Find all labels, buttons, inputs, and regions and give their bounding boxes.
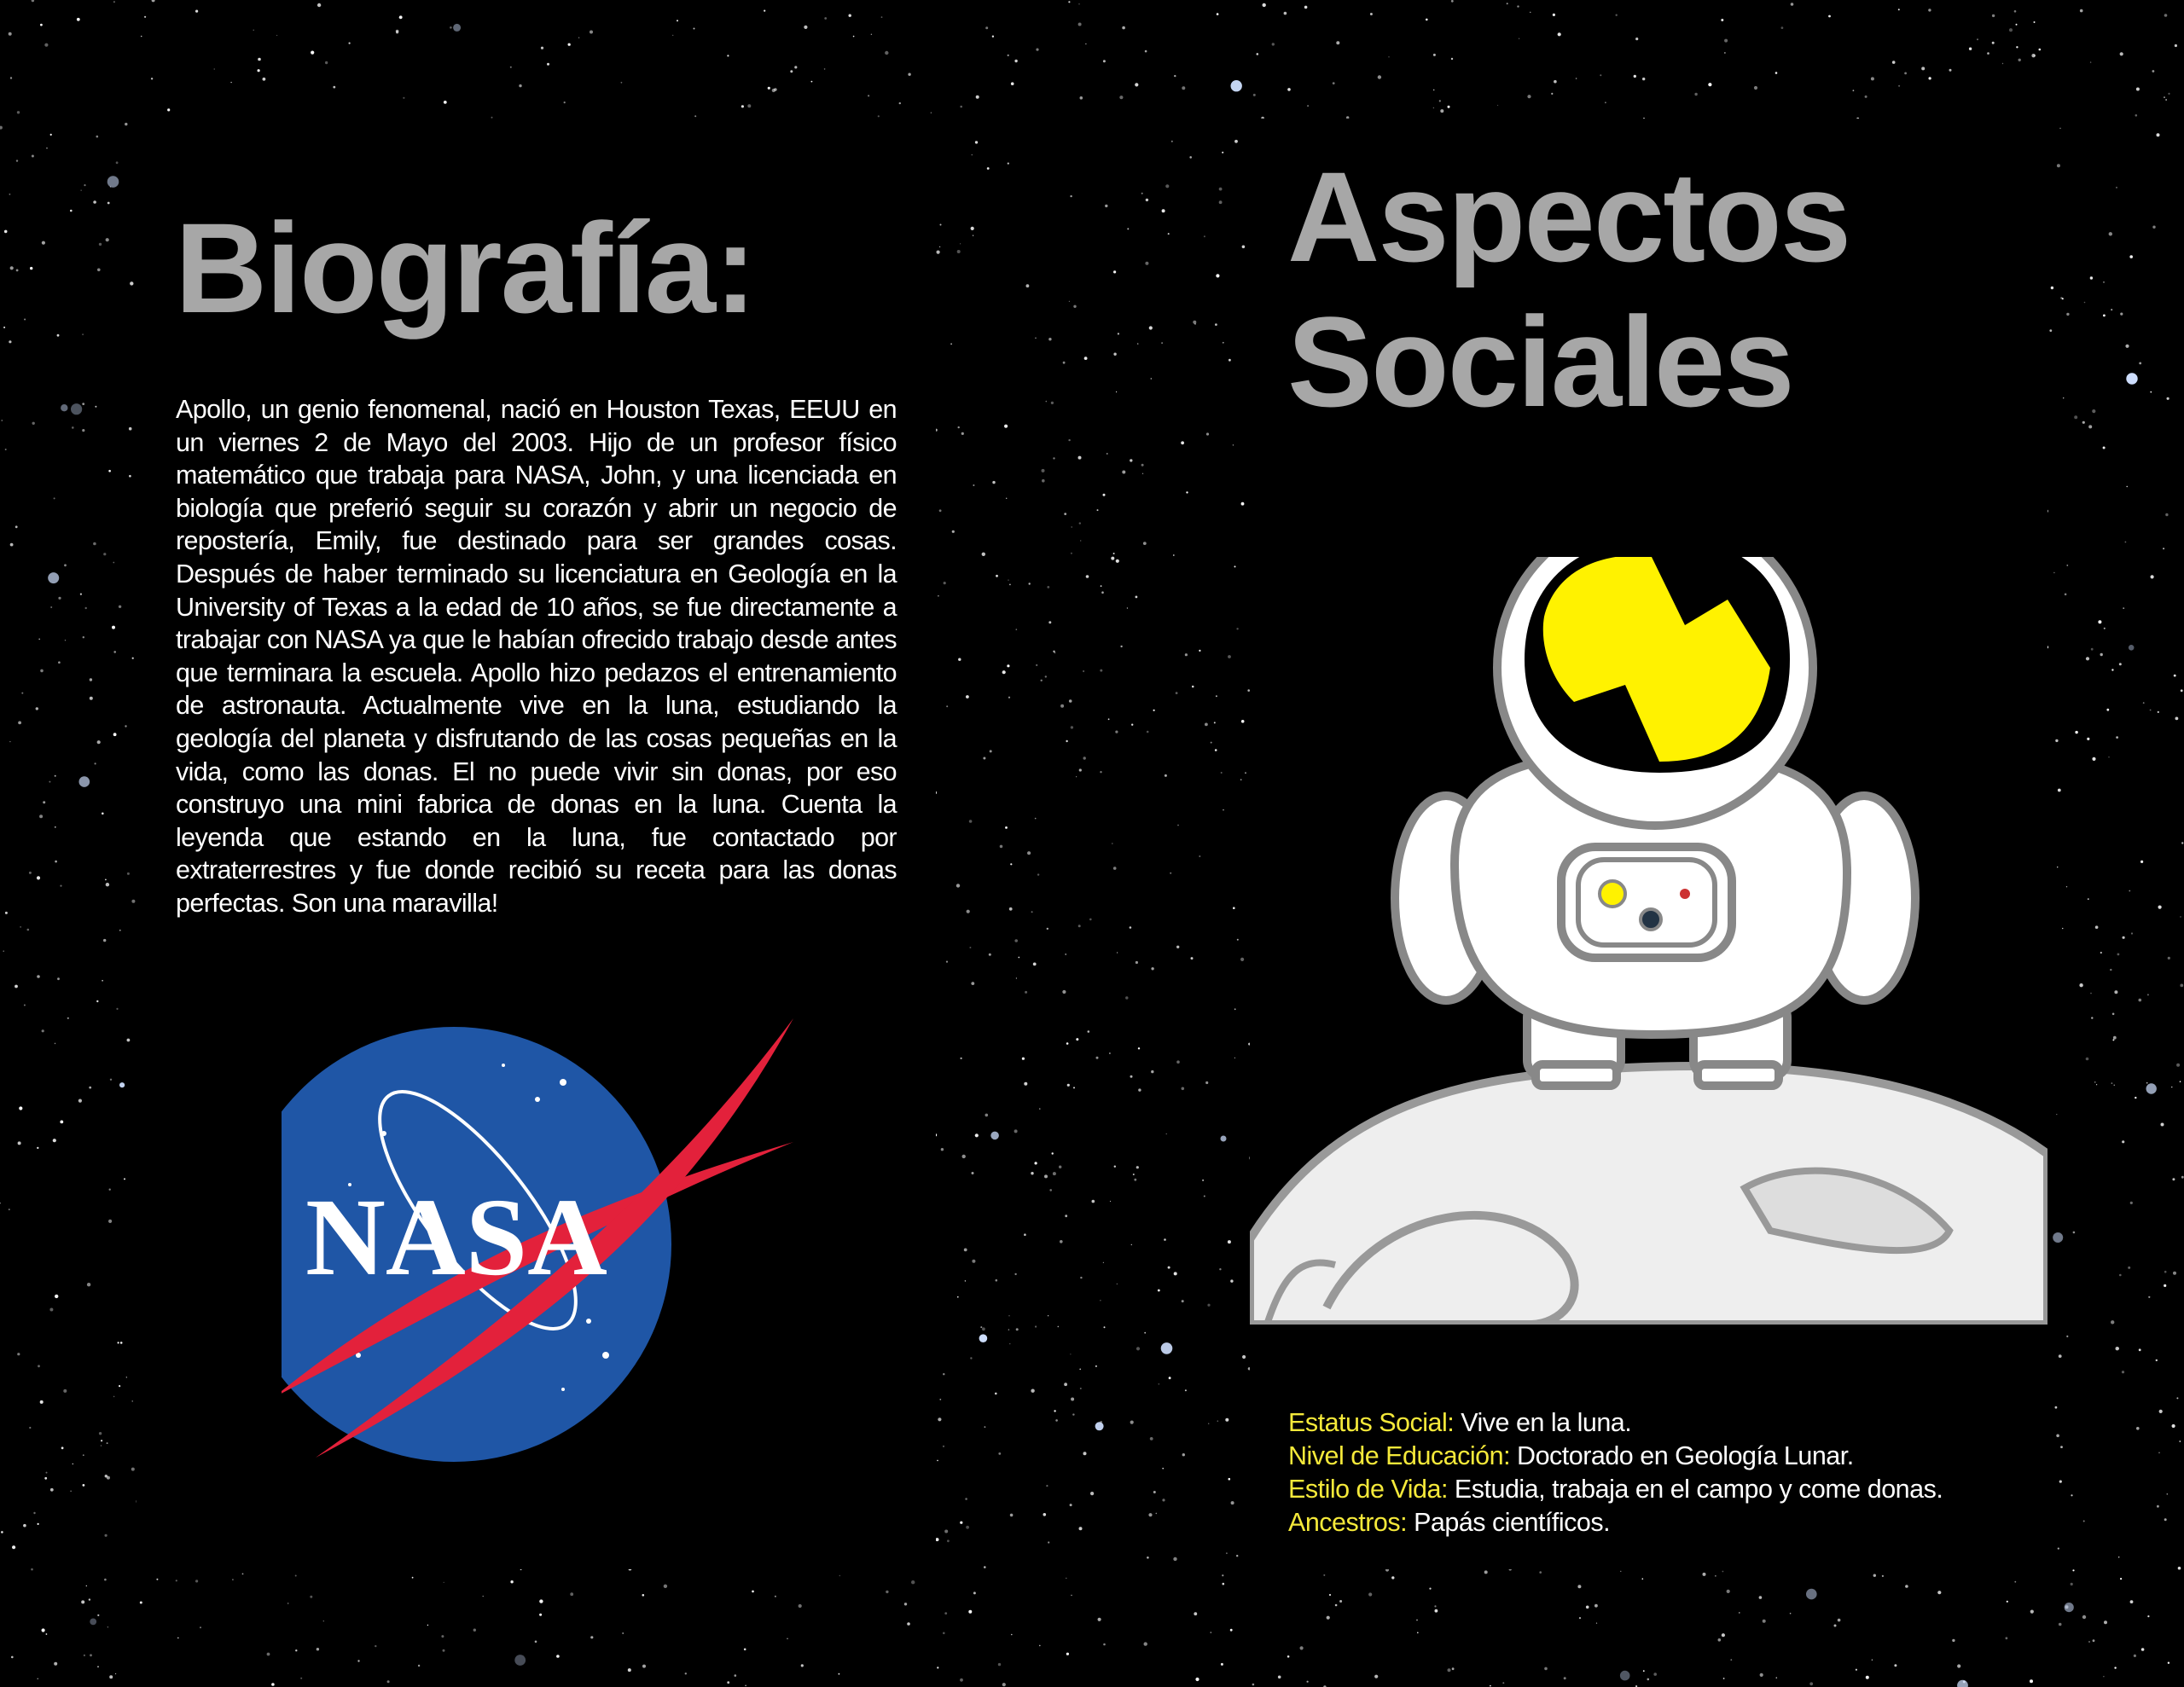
astronaut-on-moon-illustration: [1250, 557, 2048, 1325]
biography-panel: [136, 119, 936, 1569]
fact-ancestors: [1288, 1506, 1943, 1539]
fact-education-level: [1288, 1440, 1943, 1473]
fact-label: Estatus Social:: [1288, 1408, 1455, 1437]
nasa-logo: [282, 997, 793, 1475]
social-aspects-title: [1287, 144, 1850, 434]
social-aspects-panel: [1250, 119, 2048, 1569]
social-facts-list: [1288, 1406, 1943, 1539]
fact-value: Vive en la luna.: [1454, 1408, 1632, 1437]
fact-value: Estudia, trabaja en el campo y come donas.: [1447, 1475, 1943, 1504]
fact-social-status: [1288, 1406, 1943, 1440]
fact-label: Estilo de Vida:: [1288, 1475, 1448, 1504]
biography-title: Biografía:: [175, 196, 756, 339]
fact-value: Papás científicos.: [1407, 1508, 1611, 1537]
fact-label: Ancestros:: [1288, 1508, 1408, 1537]
title-line-2: Sociales: [1287, 290, 1793, 433]
nasa-logo-text: NASA: [305, 1176, 607, 1299]
biography-text: Apollo, un genio fenomenal, nació en Houston Texas, EEUU en un viernes 2 de Mayo del 2003. Hijo de un profesor físico matemático que trabaja para NASA, John, y una licenciada en biología que preferió seguir su corazón y abrir un negocio de repostería, Emily, fue destinado para ser grandes cosas. Después de haber terminado su licenciatura en Geología en la University of Texas a la edad de 10 años, se fue directamente a trabajar con NASA ya que le habían ofrecido trabajo desde antes que terminara la escuela. Apollo hizo pedazos el entrenamiento de astronauta. Actualmente vive en la luna, estudiando la geología del planeta y disfrutando de las cosas pequeñas en la vida, como las donas. El no puede vivir sin donas, por eso construyo una mini fabrica de donas en la luna. Cuenta la leyenda que estando en la luna, fue contactado por extraterrestres y fue donde recibió su receta para las donas perfectas. Son una maravilla!: [176, 395, 897, 918]
fact-value: Doctorado en Geología Lunar.: [1510, 1441, 1854, 1470]
title-line-1: Aspectos: [1287, 145, 1850, 288]
fact-lifestyle: [1288, 1473, 1943, 1506]
fact-label: Nivel de Educación:: [1288, 1441, 1511, 1470]
